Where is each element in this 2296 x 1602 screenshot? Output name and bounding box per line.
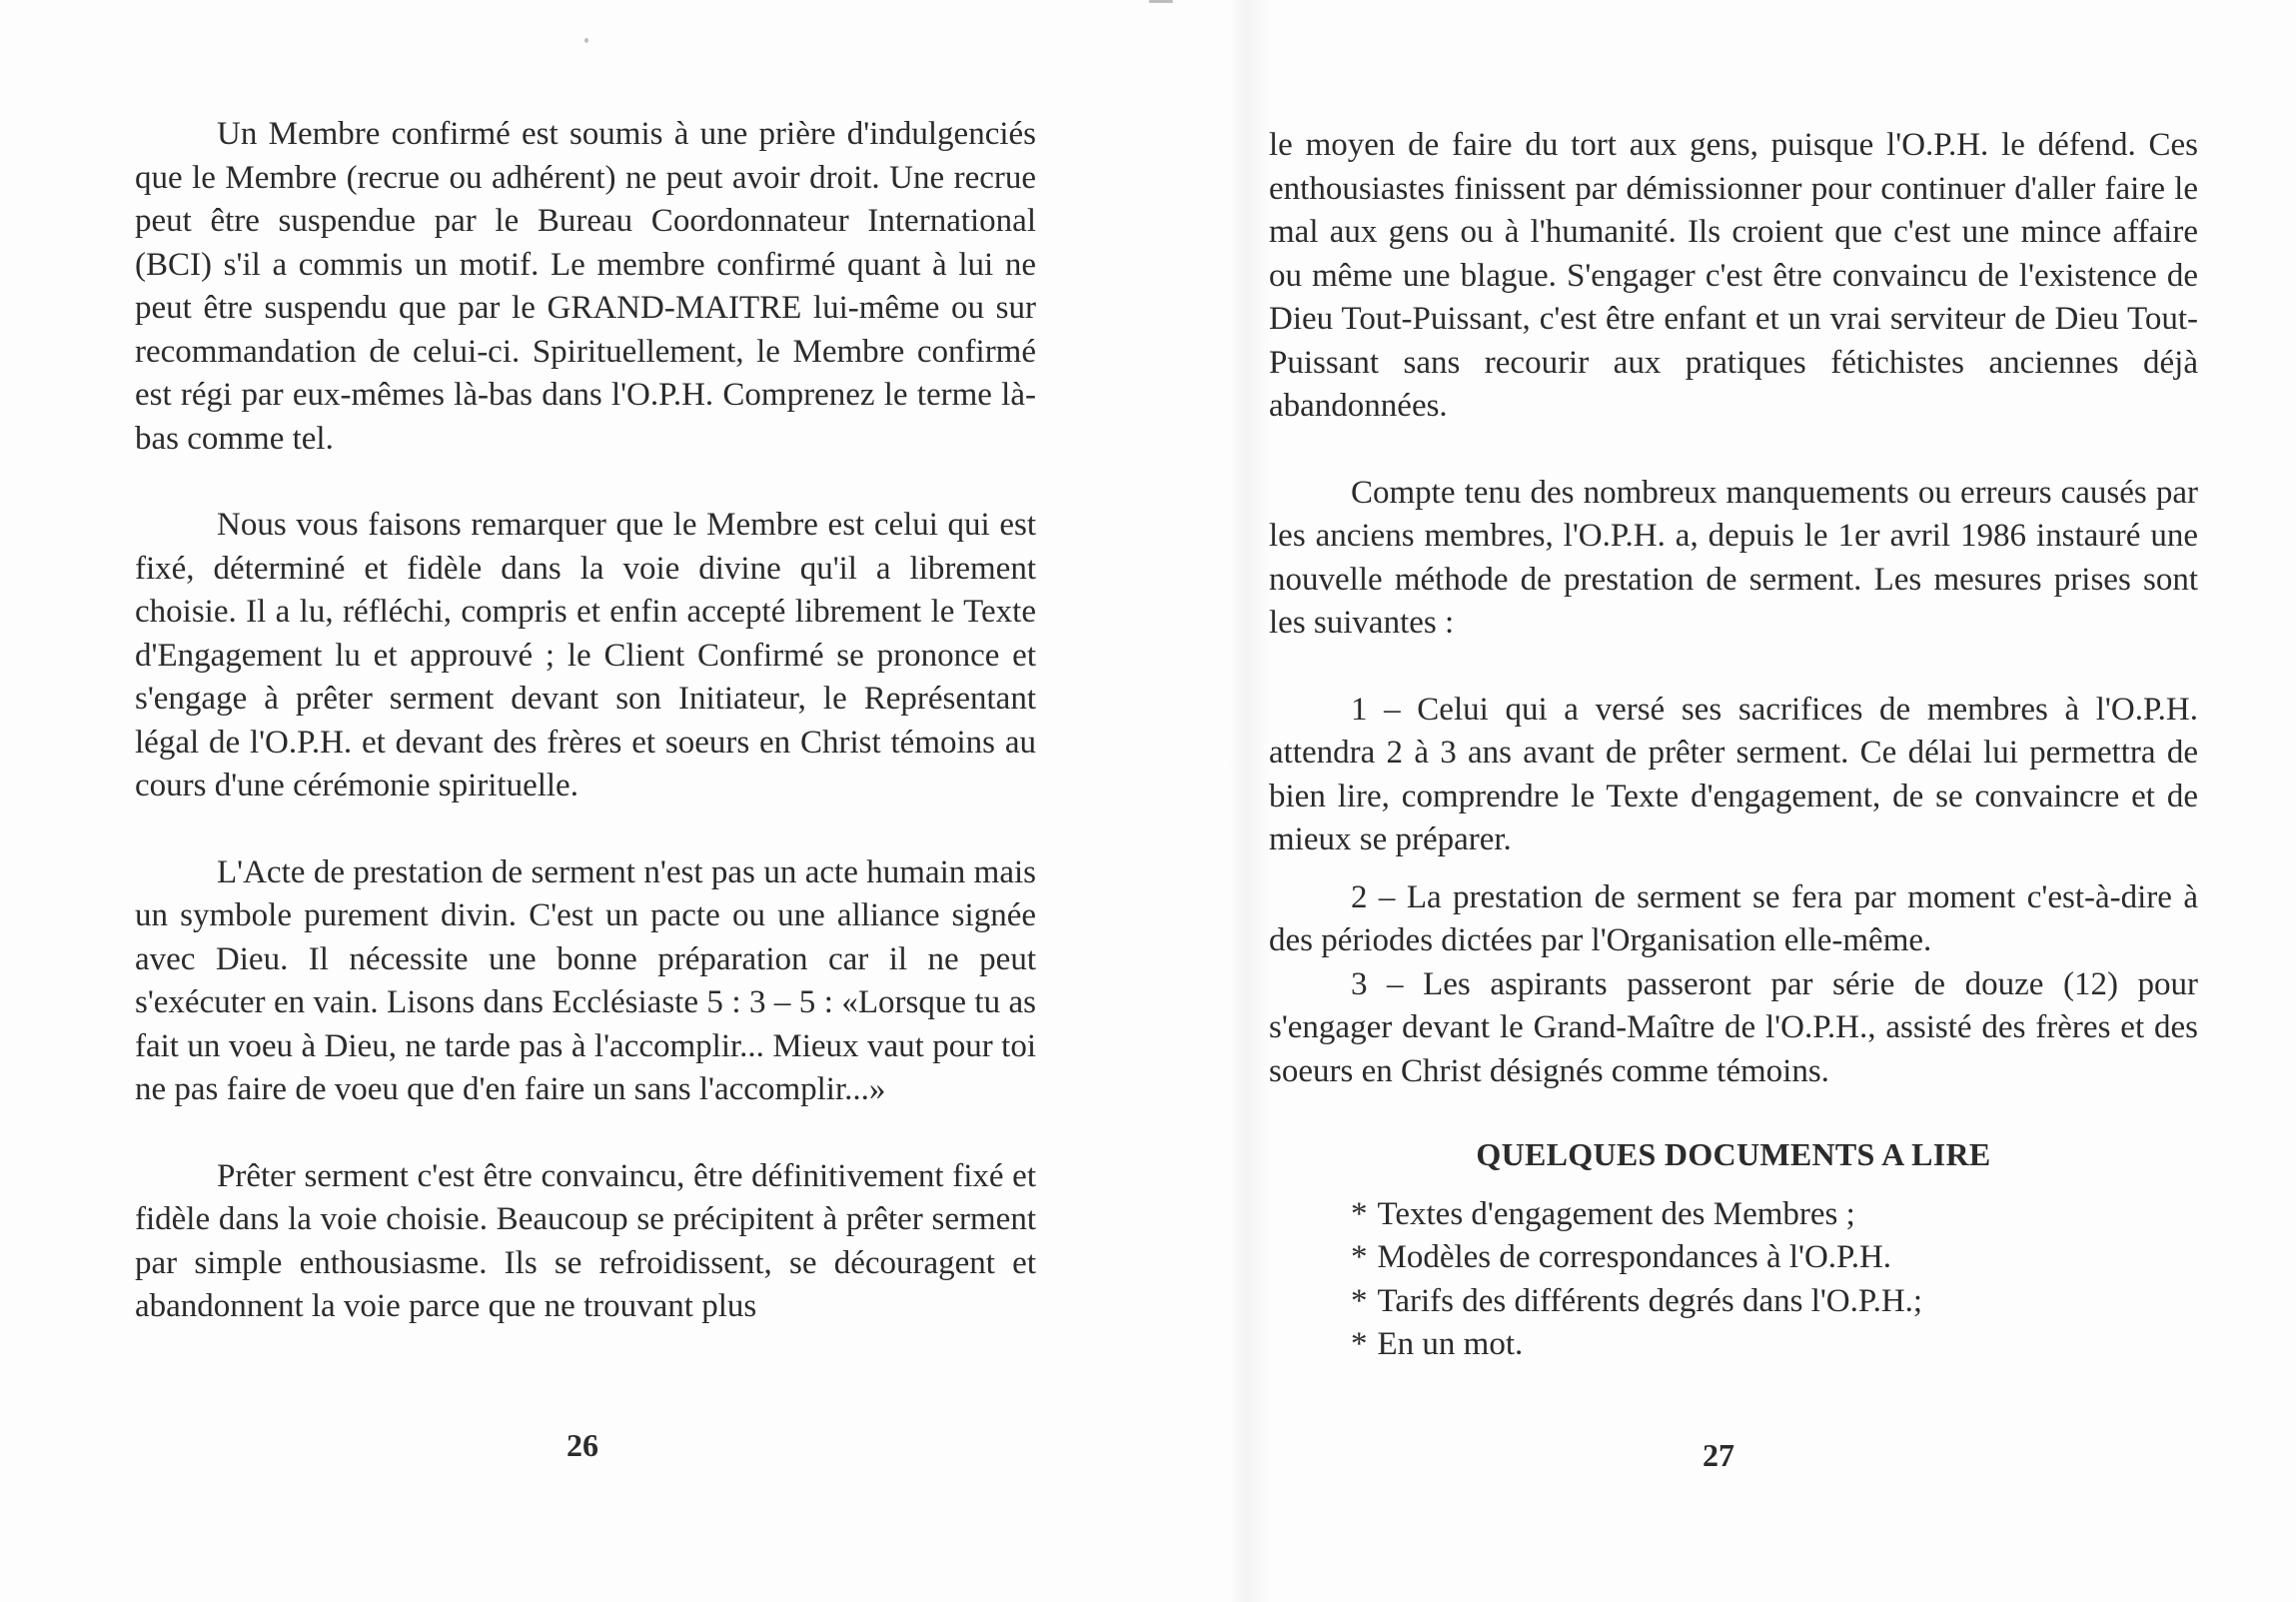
left-page-body: [135, 113, 1036, 1329]
section-heading-documents: QUELQUES DOCUMENTS A LIRE: [1476, 1136, 1991, 1172]
paragraph-acte-prestation: L'Acte de prestation de serment n'est pas un acte humain mais un symbole purement divin. C'est un pacte ou une alliance signée avec Dieu. Il nécessite une bonne préparation car il ne peut s'exécuter en vain. Lisons dans Ecclésiaste 5 : 3 – 5 : «Lorsque tu as fait un voeu à Dieu, ne tarde pas à l'accomplir... Mieux vaut pour toi ne pas faire de voeu que d'en faire un sans l'accomplir...»: [135, 853, 1036, 1107]
page-number-right: 27: [1703, 1437, 1734, 1473]
documents-list: [1269, 1193, 2198, 1367]
list-item: * En un mot.: [1351, 1326, 1524, 1362]
scan-speck: [1149, 0, 1173, 3]
list-bullet: *: [1351, 1326, 1368, 1362]
paragraph-continuation: le moyen de faire du tort aux gens, puisque l'O.P.H. le défend. Ces enthousiastes finissent par démissionner pour continuer d'aller faire le mal aux gens ou à l'humanité. Ils croient que c'est une mince affaire ou même une blague. S'engager c'est être convaincu de l'existence de Dieu Tout-Puissant, c'est être enfant et un vrai serviteur de Dieu Tout-Puissant sans recourir aux pratiques fétichistes anciennes déjà abandonnées.: [1269, 127, 2198, 424]
measure-item-3: 3 – Les aspirants passeront par série de douze (12) pour s'engager devant le Grand-Maître de l'O.P.H., assisté des frères et des soeurs en Christ désignés comme témoins.: [1269, 965, 2198, 1089]
list-bullet: *: [1351, 1282, 1368, 1319]
right-page: [1239, 0, 2296, 1602]
list-item: * Textes d'engagement des Membres ;: [1351, 1195, 1855, 1232]
measure-item-2: 2 – La prestation de serment se fera par moment c'est-à-dire à des périodes dictées par l'Organisation elle-même.: [1269, 878, 2198, 958]
list-item: * Modèles de correspondances à l'O.P.H.: [1351, 1239, 1892, 1275]
paragraph-remarque-membre: Nous vous faisons remarquer que le Membre est celui qui est fixé, déterminé et fidèle dans la voie divine qu'il a librement choisie. Il a lu, réfléchi, compris et enfin accepté librement le Texte d'Engagement lu et approuvé ; le Client Confirmé se prononce et s'engage à prêter serment devant son Initiateur, le Représentant légal de l'O.P.H. et devant des frères et soeurs en Christ témoins au cours d'une cérémonie spirituelle.: [135, 507, 1036, 803]
paragraph-membre-confirme: Un Membre confirmé est soumis à une prière d'indulgenciés que le Membre (recrue ou adhérent) ne peut avoir droit. Une recrue peut être suspendue par le Bureau Coordonnateur International (BCI) s'il a commis un motif. Le membre confirmé quant à lui ne peut être suspendu que par le GRAND-MAITRE lui-même ou sur recommandation de celui-ci. Spirituellement, le Membre confirmé est régi par eux-mêmes là-bas dans l'O.P.H. Comprenez le terme là-bas comme tel.: [135, 116, 1036, 457]
paragraph-preter-serment: Prêter serment c'est être convaincu, être définitivement fixé et fidèle dans la voie choisie. Beaucoup se précipitent à prêter serment par simple enthousiasme. Ils se refroidissent, se découragent et abandonnent la voie parce que ne trouvant plus: [135, 1157, 1036, 1324]
measure-item-1: 1 – Celui qui a versé ses sacrifices de membres à l'O.P.H. attendra 2 à 3 ans avant de prêter serment. Ce délai lui permettra de bien lire, comprendre le Texte d'engagement, de se convaincre et de mieux se préparer.: [1269, 691, 2198, 857]
right-page-body: [1269, 124, 2198, 1367]
page-number-left: 26: [567, 1427, 598, 1463]
list-bullet: *: [1351, 1195, 1368, 1232]
paragraph-compte-tenu: Compte tenu des nombreux manquements ou erreurs causés par les anciens membres, l'O.P.H. a, depuis le 1er avril 1986 instauré une nouvelle méthode de prestation de serment. Les mesures prises sont les suivantes :: [1269, 474, 2198, 641]
list-item: * Tarifs des différents degrés dans l'O.P.H.;: [1351, 1282, 1923, 1319]
list-bullet: *: [1351, 1239, 1368, 1275]
